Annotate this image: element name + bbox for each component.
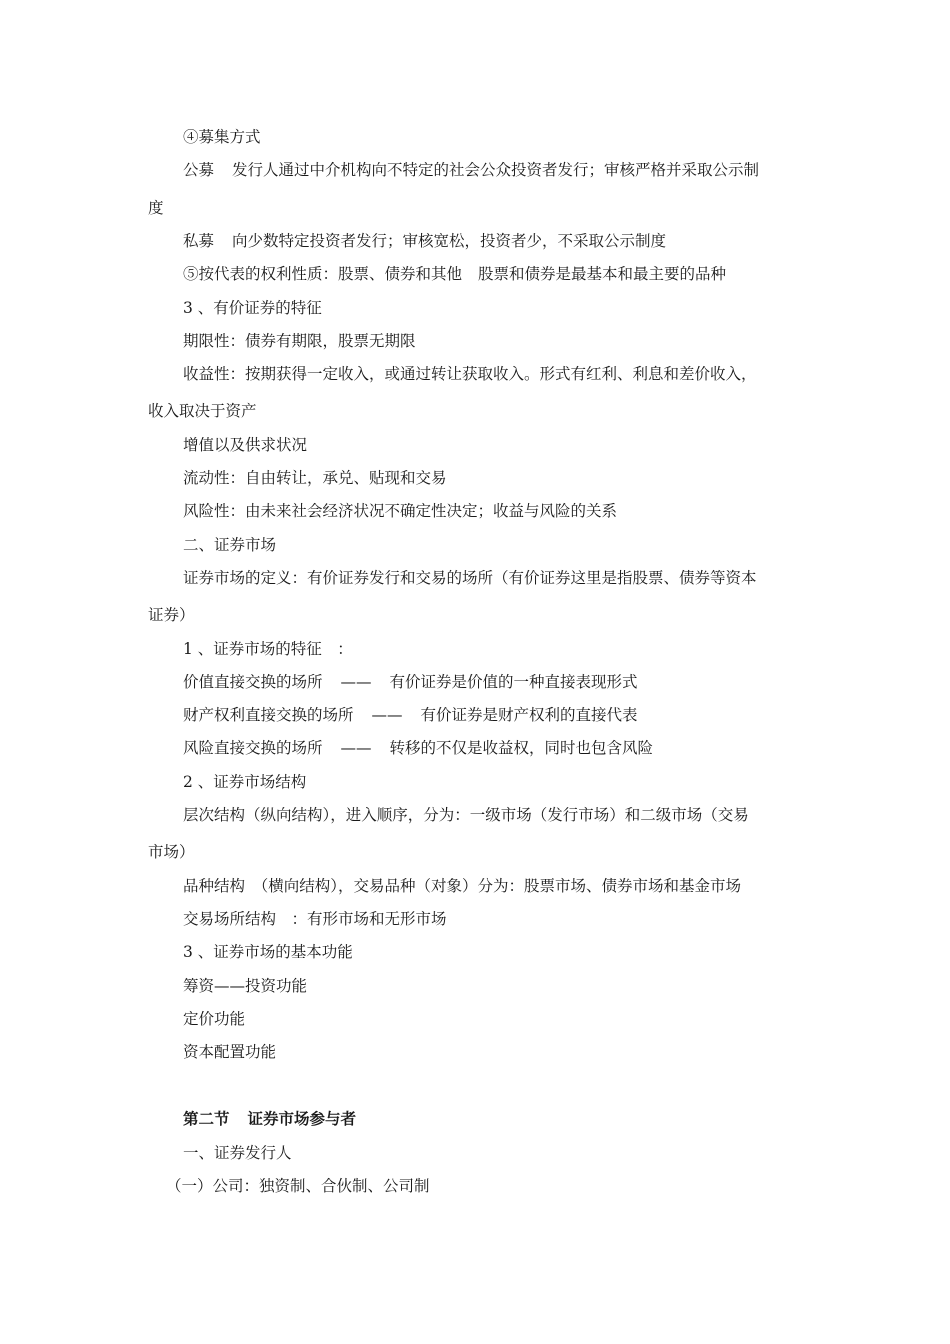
term-private-offering: 私募 [183, 232, 215, 250]
public-offering-desc: 发行人通过中介机构向不特定的社会公众投资者发行；审核严格并采取公示制 [232, 161, 760, 179]
dash: —— [340, 739, 372, 757]
rights-nature-desc: 股票和债券是最基本和最主要的品种 [478, 265, 727, 283]
heading-issuers: 一、证券发行人 [183, 1144, 292, 1162]
property-exchange-desc: 有价证券是财产权利的直接代表 [420, 706, 638, 724]
structure-venue: 交易场所结构 ：有形市场和无形市场 [183, 910, 447, 928]
market-feature-property [183, 705, 638, 725]
market-definition: 证券市场的定义：有价证券发行和交易的场所（有价证券这里是指股票、债券等资本 [183, 569, 757, 587]
structure-hierarchy-continued: 市场） [148, 843, 195, 861]
function-financing: 筹资——投资功能 [183, 977, 308, 995]
heading-market-functions: 3 、证券市场的基本功能 [183, 943, 353, 961]
feature-return: 收益性：按期获得一定收入，或通过转让获取收入。形式有红利、利息和差价收入， [183, 365, 757, 383]
feature-maturity: 期限性：债券有期限，股票无期限 [183, 332, 416, 350]
private-offering-desc: 向少数特定投资者发行；审核宽松，投资者少，不采取公示制度 [232, 232, 667, 250]
market-feature-value [183, 672, 638, 692]
public-offering-continued: 度 [148, 199, 164, 217]
heading-securities-features: 3 、有价证券的特征 [183, 299, 322, 317]
section-name: 证券市场参与者 [247, 1109, 357, 1128]
heading-market-structure: 2 、证券市场结构 [183, 773, 307, 791]
heading-securities-market: 二、证券市场 [183, 536, 277, 554]
rights-nature-term: ⑤按代表的权利性质：股票、债券和其他 [183, 265, 463, 283]
function-pricing: 定价功能 [183, 1010, 246, 1028]
heading-fundraising-method: ④募集方式 [183, 128, 261, 146]
dash: —— [340, 673, 372, 691]
section-number: 第二节 [183, 1109, 230, 1128]
function-allocation: 资本配置功能 [183, 1043, 277, 1061]
risk-exchange-desc: 转移的不仅是收益权，同时也包含风险 [389, 739, 654, 757]
heading-market-features: 1 、证券市场的特征 ： [183, 640, 353, 658]
structure-hierarchy: 层次结构（纵向结构），进入顺序，分为：一级市场（发行市场）和二级市场（交易 [183, 806, 749, 824]
value-exchange-term: 价值直接交换的场所 [183, 673, 323, 691]
property-exchange-term: 财产权利直接交换的场所 [183, 706, 354, 724]
risk-exchange-term: 风险直接交换的场所 [183, 739, 323, 757]
market-definition-continued: 证券） [148, 606, 195, 624]
rights-nature-line [183, 264, 726, 284]
value-exchange-desc: 有价证券是价值的一种直接表现形式 [389, 673, 638, 691]
section-title [183, 1109, 356, 1129]
feature-return-continued-2: 增值以及供求状况 [183, 436, 308, 454]
dash: —— [371, 706, 403, 724]
issuer-company: （一）公司：独资制、合伙制、公司制 [166, 1177, 430, 1195]
feature-risk: 风险性：由未来社会经济状况不确定性决定；收益与风险的关系 [183, 502, 618, 520]
term-public-offering: 公募 [183, 161, 215, 179]
feature-return-continued: 收入取决于资产 [148, 402, 257, 420]
feature-liquidity: 流动性：自由转让，承兑、贴现和交易 [183, 469, 447, 487]
market-feature-risk [183, 738, 653, 758]
public-offering-line [183, 160, 759, 180]
private-offering-line [183, 231, 666, 251]
structure-variety: 品种结构 （横向结构），交易品种（对象）分为：股票市场、债券市场和基金市场 [183, 877, 742, 895]
